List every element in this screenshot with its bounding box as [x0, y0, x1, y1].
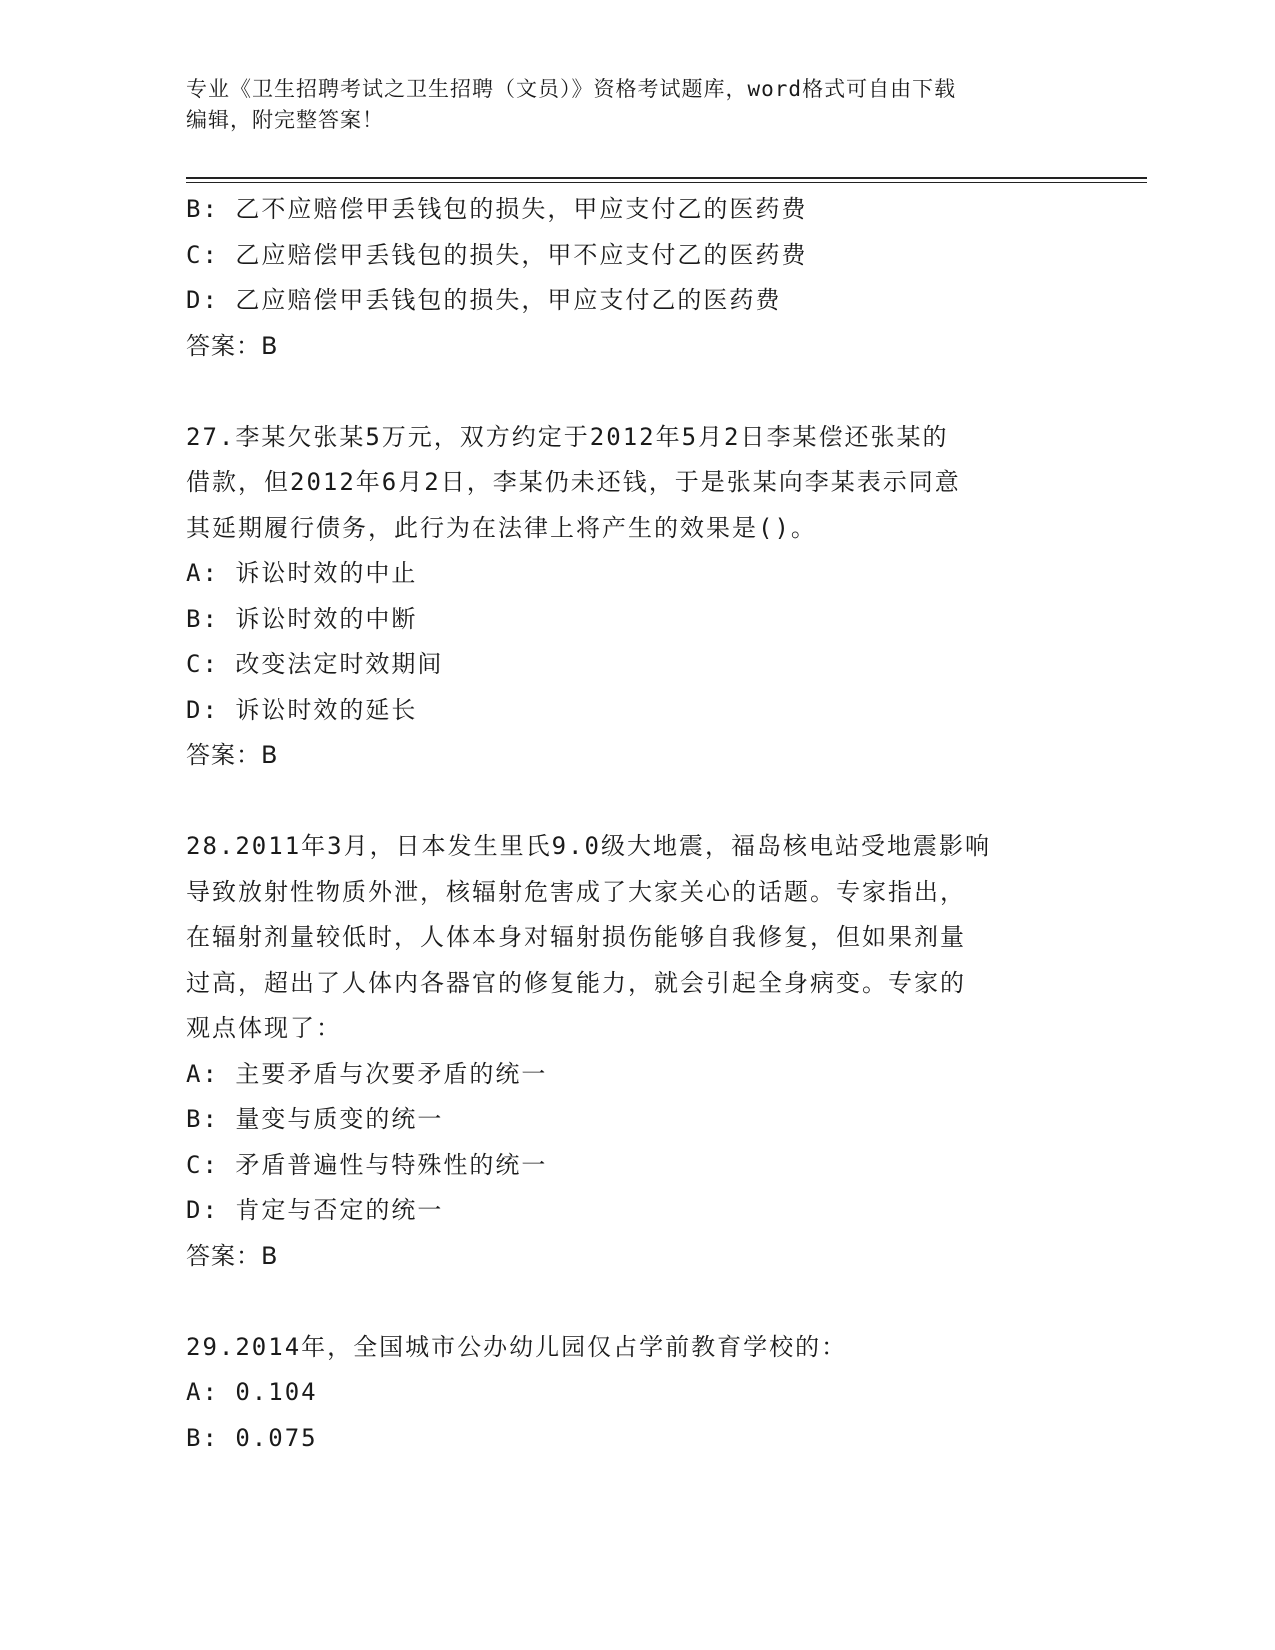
question-28-stem-line-2: 导致放射性物质外泄，核辐射危害成了大家关心的话题。专家指出，: [186, 877, 966, 906]
question-28-stem-line-5: 观点体现了：: [186, 1014, 342, 1042]
question-27-option-b: B: 诉讼时效的中断: [186, 604, 418, 633]
question-29-option-b: B: 0.075: [186, 1423, 318, 1452]
question-28-answer: 答案：B: [186, 1241, 279, 1270]
header-divider-thick: [186, 177, 1147, 179]
question-26-answer: 答案：B: [186, 331, 279, 360]
question-27-option-c: C: 改变法定时效期间: [186, 650, 444, 678]
question-27: [186, 415, 1126, 779]
question-29: [186, 1325, 1126, 1462]
question-26-option-d: D: 乙应赔偿甲丢钱包的损失，甲应支付乙的医药费: [186, 286, 782, 314]
question-28-option-c: C: 矛盾普遍性与特殊性的统一: [186, 1150, 548, 1179]
header-title-line-1: 专业《卫生招聘考试之卫生招聘（文员）》资格考试题库，word格式可自由下载: [186, 77, 957, 101]
question-28-stem-line-4: 过高，超出了人体内各器官的修复能力，就会引起全身病变。专家的: [186, 968, 966, 997]
question-27-stem-line-1: 27.李某欠张某5万元，双方约定于2012年5月2日李某偿还张某的: [186, 422, 949, 451]
question-spacer: [186, 1279, 1126, 1325]
question-27-stem-line-3: 其延期履行债务，此行为在法律上将产生的效果是()。: [186, 513, 817, 542]
question-28-stem-line-1: 28.2011年3月，日本发生里氏9.0级大地震，福岛核电站受地震影响: [186, 832, 991, 860]
question-spacer: [186, 369, 1126, 415]
question-spacer: [186, 779, 1126, 825]
header-divider-thin: [186, 182, 1147, 183]
question-27-option-a: A: 诉讼时效的中止: [186, 559, 418, 587]
question-27-option-d: D: 诉讼时效的延长: [186, 695, 418, 724]
question-29-stem: 29.2014年，全国城市公办幼儿园仅占学前教育学校的：: [186, 1332, 848, 1361]
question-28-stem-line-3: 在辐射剂量较低时，人体本身对辐射损伤能够自我修复，但如果剂量: [186, 923, 966, 951]
question-28-option-a: A: 主要矛盾与次要矛盾的统一: [186, 1059, 548, 1088]
question-list: [186, 187, 1126, 1461]
document-header: [186, 74, 1086, 136]
question-28-option-b: B: 量变与质变的统一: [186, 1105, 444, 1133]
question-28: [186, 824, 1126, 1279]
question-26: [186, 187, 1126, 369]
header-title-line-2: 编辑，附完整答案！: [186, 108, 384, 132]
question-27-stem-line-2: 借款，但2012年6月2日，李某仍未还钱，于是张某向李某表示同意: [186, 468, 961, 496]
question-26-option-b: B: 乙不应赔偿甲丢钱包的损失，甲应支付乙的医药费: [186, 195, 808, 223]
question-29-option-a: A: 0.104: [186, 1378, 318, 1406]
question-28-option-d: D: 肯定与否定的统一: [186, 1196, 444, 1224]
question-26-option-c: C: 乙应赔偿甲丢钱包的损失，甲不应支付乙的医药费: [186, 240, 808, 269]
question-27-answer: 答案：B: [186, 741, 279, 769]
